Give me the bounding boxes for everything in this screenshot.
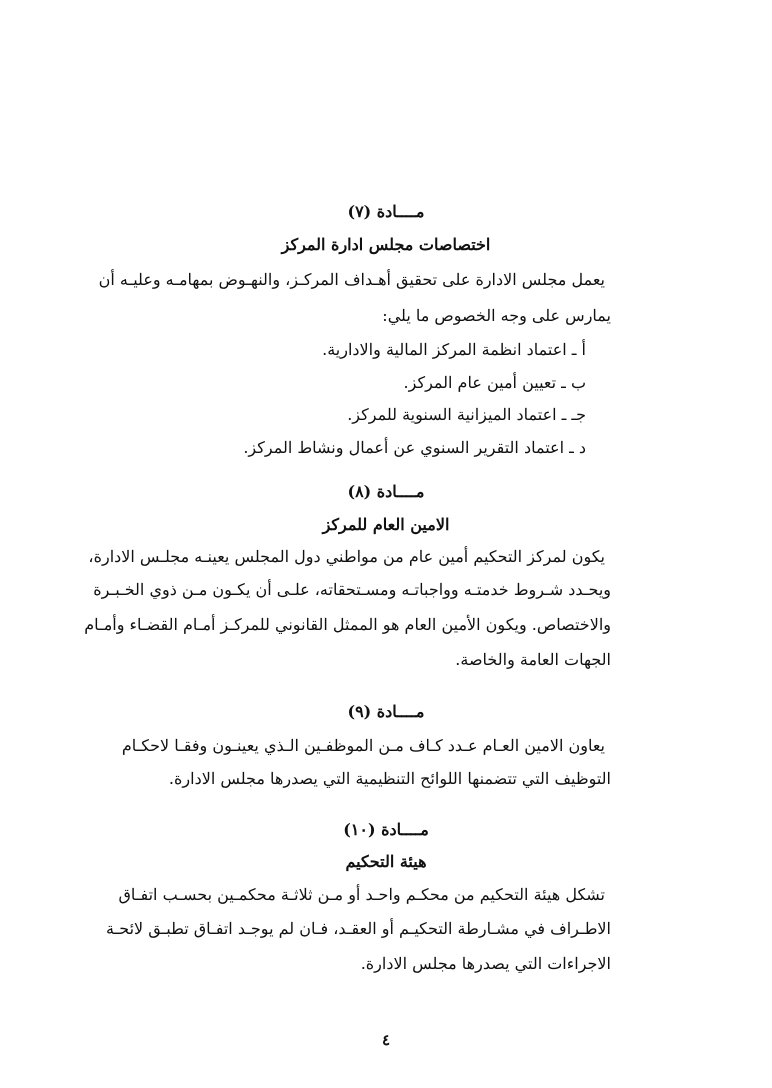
list-item: جـ ـ اعتماد الميزانية السنوية للمركز. [347, 405, 586, 424]
paragraph-line: الجهات العامة والخاصة. [455, 650, 611, 669]
paragraph-line: الاجراءات التي يصدرها مجلس الادارة. [360, 954, 611, 973]
paragraph-line: التوظيف التي تتضمنها اللوائح التنظيمية التي يصدرها مجلس الادارة. [168, 769, 611, 788]
article-title: اختصاصات مجلس ادارة المركز [281, 235, 491, 254]
list-item: ب ـ تعيين أمين عام المركز. [403, 373, 586, 392]
article-label: مــــادة (٧) [347, 202, 425, 221]
paragraph-line: يعمل مجلس الادارة على تحقيق أهـداف المركـز، والنهـوض بمهامـه وعليـه أن [98, 270, 605, 289]
paragraph-line: تشكل هيئة التحكيم من محكـم واحـد أو مـن ثلاثـة محكمـين بحسـب اتفـاق [118, 885, 605, 904]
article-title: هيئة التحكيم [345, 852, 427, 871]
list-item: أ ـ اعتماد انظمة المركز المالية والادارية. [322, 340, 586, 359]
paragraph-line: يكون لمركز التحكيم أمين عام من مواطني دول المجلس يعينـه مجلـس الادارة، [88, 547, 605, 566]
paragraph-line: يعاون الامين العـام عـدد كـاف مـن الموظفـين الـذي يعينـون وفقـا لاحكـام [121, 736, 605, 755]
article-label: مــــادة (١٠) [343, 820, 429, 839]
list-item: د ـ اعتماد التقرير السنوي عن أعمال ونشاط المركز. [243, 438, 586, 457]
paragraph-line: يمارس على وجه الخصوص ما يلي: [382, 306, 611, 325]
paragraph-line: ويحـدد شـروط خدمتـه وواجباتـه ومسـتحقاته، علـى أن يكـون مـن ذوي الخـبـرة [93, 580, 611, 599]
page-number: ٤ [381, 1031, 391, 1049]
article-label: مــــادة (٩) [347, 702, 425, 721]
article-label: مــــادة (٨) [347, 482, 425, 501]
paragraph-line: الاطـراف في مشـارطة التحكيـم أو العقـد، فـان لم يوجـد اتفـاق تطبـق لائحـة [105, 919, 611, 938]
paragraph-line: والاختصاص. ويكون الأمين العام هو الممثل القانوني للمركـز أمـام القضـاء وأمـام [84, 615, 611, 634]
article-title: الامين العام للمركز [322, 515, 450, 534]
